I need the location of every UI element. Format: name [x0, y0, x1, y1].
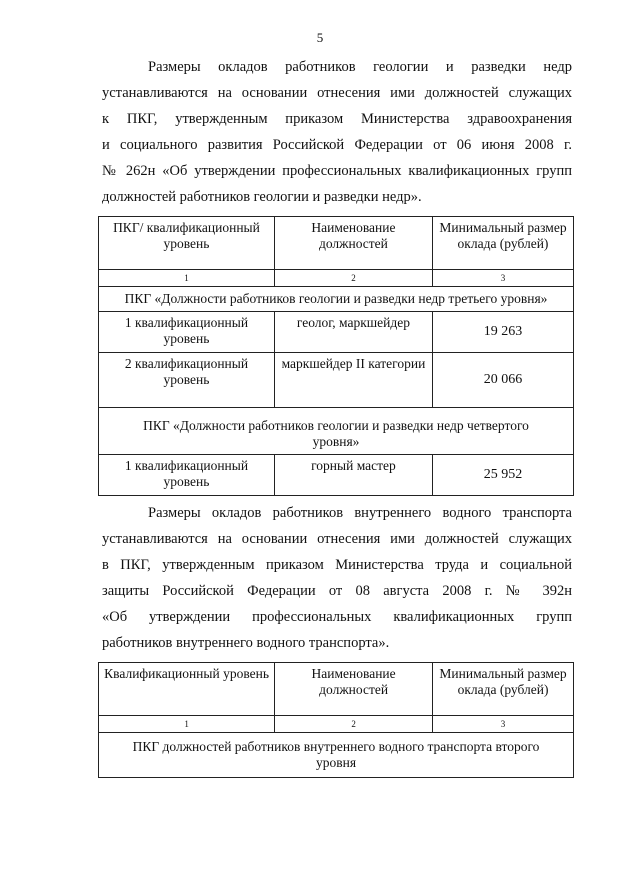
group-title: ПКГ должностей работников внутреннего водного транспорта второго уровня [99, 733, 574, 778]
cell-position: геолог, маркшейдер [274, 312, 432, 353]
column-number: 3 [433, 716, 574, 733]
paragraph-line: в ПКГ, утвержденным приказом Министерства труда и социальной [102, 557, 572, 573]
column-number-row [99, 716, 574, 733]
paragraph-line: № 262н «Об утверждении профессиональных квалификационных групп [102, 163, 572, 179]
group-row [99, 733, 574, 778]
paragraph-water-transport [102, 500, 572, 656]
paragraph-geology [102, 54, 572, 210]
cell-position: горный мастер [274, 455, 432, 496]
column-number: 2 [274, 270, 432, 287]
group-row [99, 287, 574, 312]
column-number: 1 [99, 270, 275, 287]
cell-level: 1 квалификационный уровень [99, 455, 275, 496]
column-number: 2 [275, 716, 433, 733]
header-cell-position: Наименование должностей [275, 663, 433, 716]
group-row [99, 408, 574, 455]
paragraph-line: к ПКГ, утвержденным приказом Министерства здравоохранения [102, 111, 572, 127]
table-row [99, 353, 574, 408]
paragraph-line: Размеры окладов работников геологии и разведки недр [148, 59, 572, 75]
cell-position: маркшейдер II категории [274, 353, 432, 408]
table-header-row [99, 217, 574, 270]
cell-salary: 20 066 [432, 353, 573, 408]
paragraph-line: защиты Российской Федерации от 08 августа 2008 г. № 392н [102, 583, 572, 599]
paragraph-line: работников внутреннего водного транспорта». [102, 635, 390, 651]
column-number: 3 [432, 270, 573, 287]
salary-table-geology [98, 216, 574, 496]
paragraph-line: устанавливаются на основании отнесения ими должностей служащих [102, 531, 572, 547]
paragraph-line: должностей работников геологии и разведки недр». [102, 189, 422, 205]
paragraph-line: и социального развития Российской Федерации от 06 июня 2008 г. [102, 137, 572, 153]
page-number: 5 [316, 30, 324, 45]
header-cell-salary: Минимальный размер оклада (рублей) [433, 663, 574, 716]
header-cell-position: Наименование должностей [274, 217, 432, 270]
cell-salary: 25 952 [432, 455, 573, 496]
table-row [99, 312, 574, 353]
table-header-row [99, 663, 574, 716]
cell-level: 1 квалификационный уровень [99, 312, 275, 353]
group-title: ПКГ «Должности работников геологии и разведки недр четвертого уровня» [99, 408, 574, 455]
header-cell-level: Квалификационный уровень [99, 663, 275, 716]
column-number: 1 [99, 716, 275, 733]
paragraph-line: Размеры окладов работников внутреннего водного транспорта [148, 505, 572, 521]
header-cell-level: ПКГ/ квалификационный уровень [99, 217, 275, 270]
cell-level: 2 квалификационный уровень [99, 353, 275, 408]
paragraph-line: устанавливаются на основании отнесения ими должностей служащих [102, 85, 572, 101]
table-row [99, 455, 574, 496]
column-number-row [99, 270, 574, 287]
group-title: ПКГ «Должности работников геологии и разведки недр третьего уровня» [99, 287, 574, 312]
header-cell-salary: Минимальный размер оклада (рублей) [432, 217, 573, 270]
cell-salary: 19 263 [432, 312, 573, 353]
paragraph-line: «Об утверждении профессиональных квалификационных групп [102, 609, 572, 625]
salary-table-water-transport [98, 662, 574, 778]
